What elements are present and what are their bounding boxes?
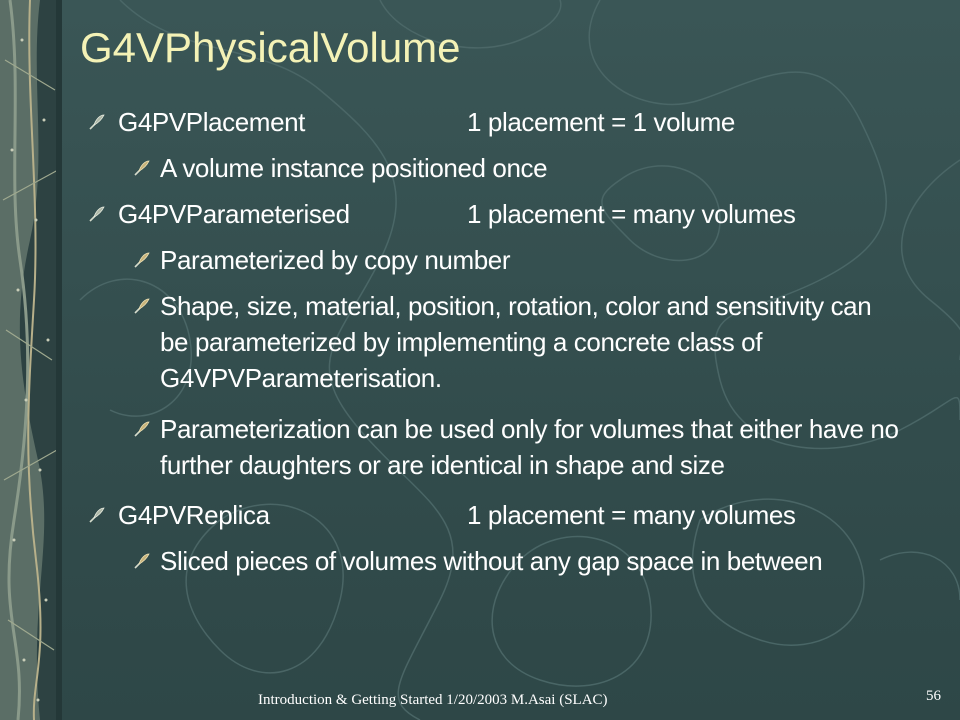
feather-quill-icon <box>133 552 151 570</box>
page-number: 56 <box>926 688 941 704</box>
slide-footer: Introduction & Getting Started 1/20/2003 M.Asai (SLAC) <box>258 692 608 708</box>
list-item-line: further daughters or are identical in shape and size <box>160 450 725 480</box>
list-item-subpoint: A volume instance positioned once <box>160 153 548 183</box>
list-item-g4pvreplica: G4PVReplica <box>118 500 270 530</box>
list-item-aside: 1 placement = many volumes <box>467 199 796 229</box>
slide-title: G4VPhysicalVolume <box>80 24 461 71</box>
feather-quill-icon <box>133 297 151 315</box>
list-item-subpoint: Sliced pieces of volumes without any gap space in between <box>160 546 823 576</box>
feather-quill-icon <box>88 205 106 223</box>
list-item-g4pvplacement: G4PVPlacement <box>118 107 306 137</box>
list-item-subpoint: Parameterized by copy number <box>160 245 511 275</box>
feather-quill-icon <box>133 251 151 269</box>
list-item-line: Parameterization can be used only for volumes that either have no <box>160 414 899 444</box>
list-item-line: G4VPVParameterisation. <box>160 363 442 393</box>
feather-quill-icon <box>88 113 106 131</box>
feather-quill-icon <box>133 159 151 177</box>
feather-quill-icon <box>133 420 151 438</box>
feather-quill-icon <box>88 506 106 524</box>
list-item-line: be parameterized by implementing a concrete class of <box>160 327 763 357</box>
list-item-g4pvparameterised: G4PVParameterised <box>118 199 350 229</box>
list-item-line: Shape, size, material, position, rotation, color and sensitivity can <box>160 291 872 321</box>
list-item-aside: 1 placement = 1 volume <box>467 107 735 137</box>
list-item-aside: 1 placement = many volumes <box>467 500 796 530</box>
